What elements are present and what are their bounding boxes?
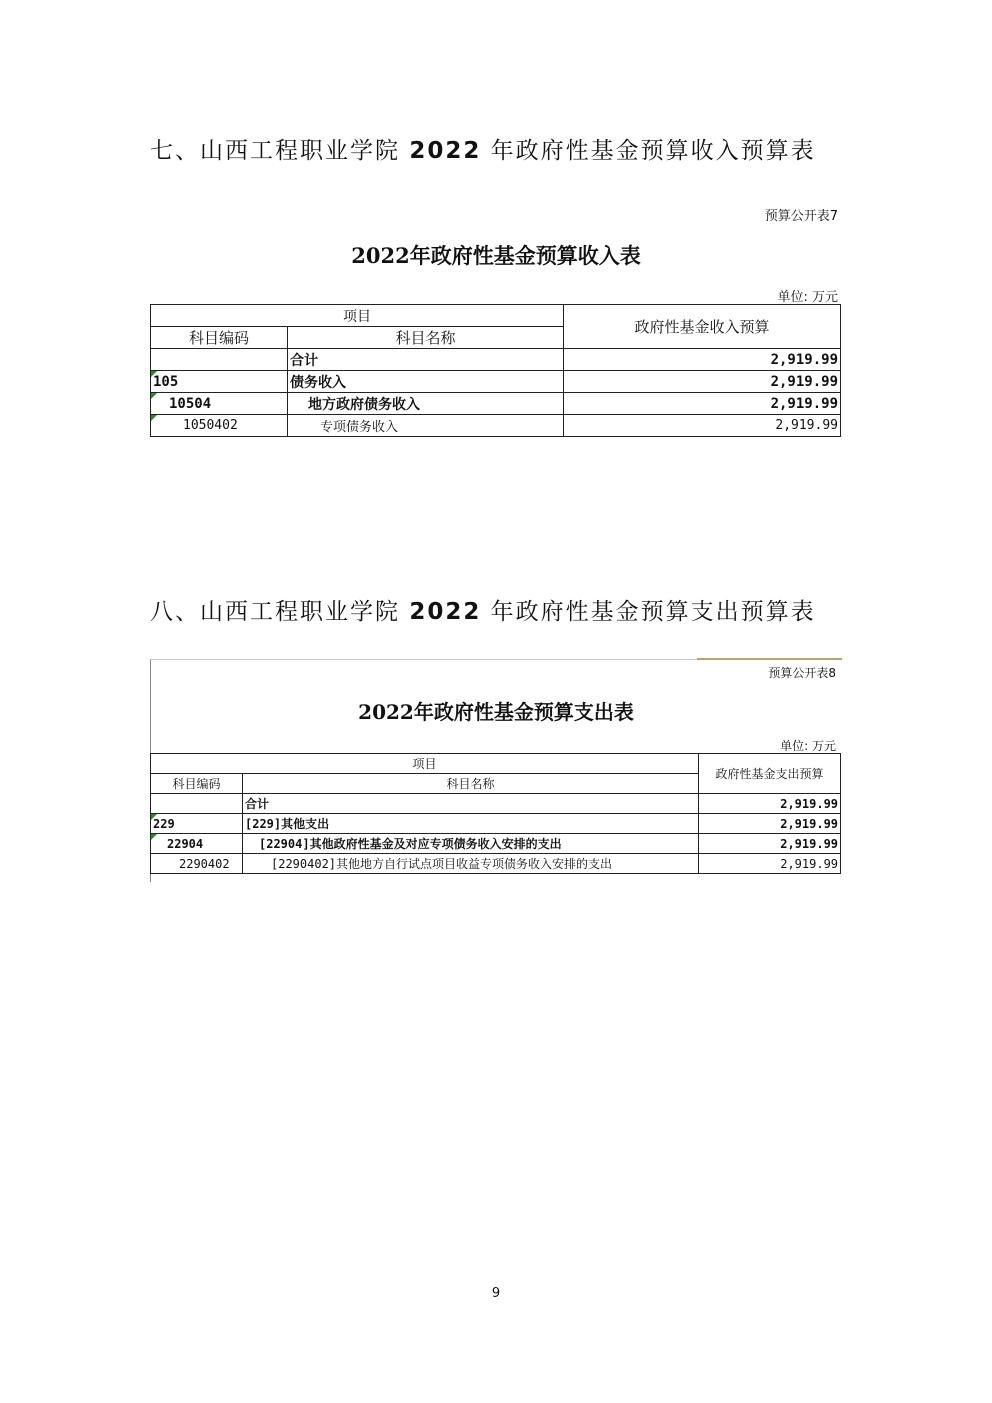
header-name: 科目名称 bbox=[288, 327, 564, 349]
table-row: 合计 2,919.99 bbox=[151, 794, 841, 814]
flag-icon bbox=[151, 834, 157, 840]
table-row: 2290402 [2290402]其他地方自行试点项目收益专项债务收入安排的支出 2,919.99 bbox=[151, 854, 841, 874]
table-row: 105 债务收入 2,919.99 bbox=[151, 371, 841, 393]
flag-icon bbox=[151, 415, 157, 421]
accent-divider bbox=[697, 658, 842, 660]
header-name: 科目名称 bbox=[243, 774, 699, 794]
page-number: 9 bbox=[491, 1286, 501, 1301]
header-item: 项目 bbox=[151, 305, 564, 327]
table8-title: 2022年政府性基金预算支出表 bbox=[358, 700, 634, 724]
table7-code: 预算公开表7 bbox=[764, 209, 838, 224]
table-row: 10504 地方政府债务收入 2,919.99 bbox=[151, 393, 841, 415]
header-amount: 政府性基金支出预算 bbox=[699, 754, 841, 794]
flag-icon bbox=[151, 814, 157, 820]
table7-unit: 单位: 万元 bbox=[777, 290, 838, 305]
table-row: 合计 2,919.99 bbox=[151, 349, 841, 371]
header-amount: 政府性基金收入预算 bbox=[564, 305, 841, 349]
table7-title: 2022年政府性基金预算收入表 bbox=[351, 243, 641, 268]
table-row: 22904 [22904]其他政府性基金及对应专项债务收入安排的支出 2,919.99 bbox=[151, 834, 841, 854]
table8-unit: 单位: 万元 bbox=[780, 739, 836, 753]
expense-table bbox=[150, 753, 841, 874]
flag-icon bbox=[151, 371, 157, 377]
header-code: 科目编码 bbox=[151, 327, 288, 349]
table8-code: 预算公开表8 bbox=[768, 666, 836, 680]
section7-heading: 七、山西工程职业学院 2022 年政府性基金预算收入预算表 bbox=[150, 138, 816, 164]
table-row: 229 [229]其他支出 2,919.99 bbox=[151, 814, 841, 834]
header-item: 项目 bbox=[151, 754, 699, 774]
income-table bbox=[150, 304, 841, 437]
header-code: 科目编码 bbox=[151, 774, 243, 794]
section8-heading: 八、山西工程职业学院 2022 年政府性基金预算支出预算表 bbox=[150, 599, 816, 625]
flag-icon bbox=[151, 393, 157, 399]
table-row: 1050402 专项债务收入 2,919.99 bbox=[151, 415, 841, 437]
